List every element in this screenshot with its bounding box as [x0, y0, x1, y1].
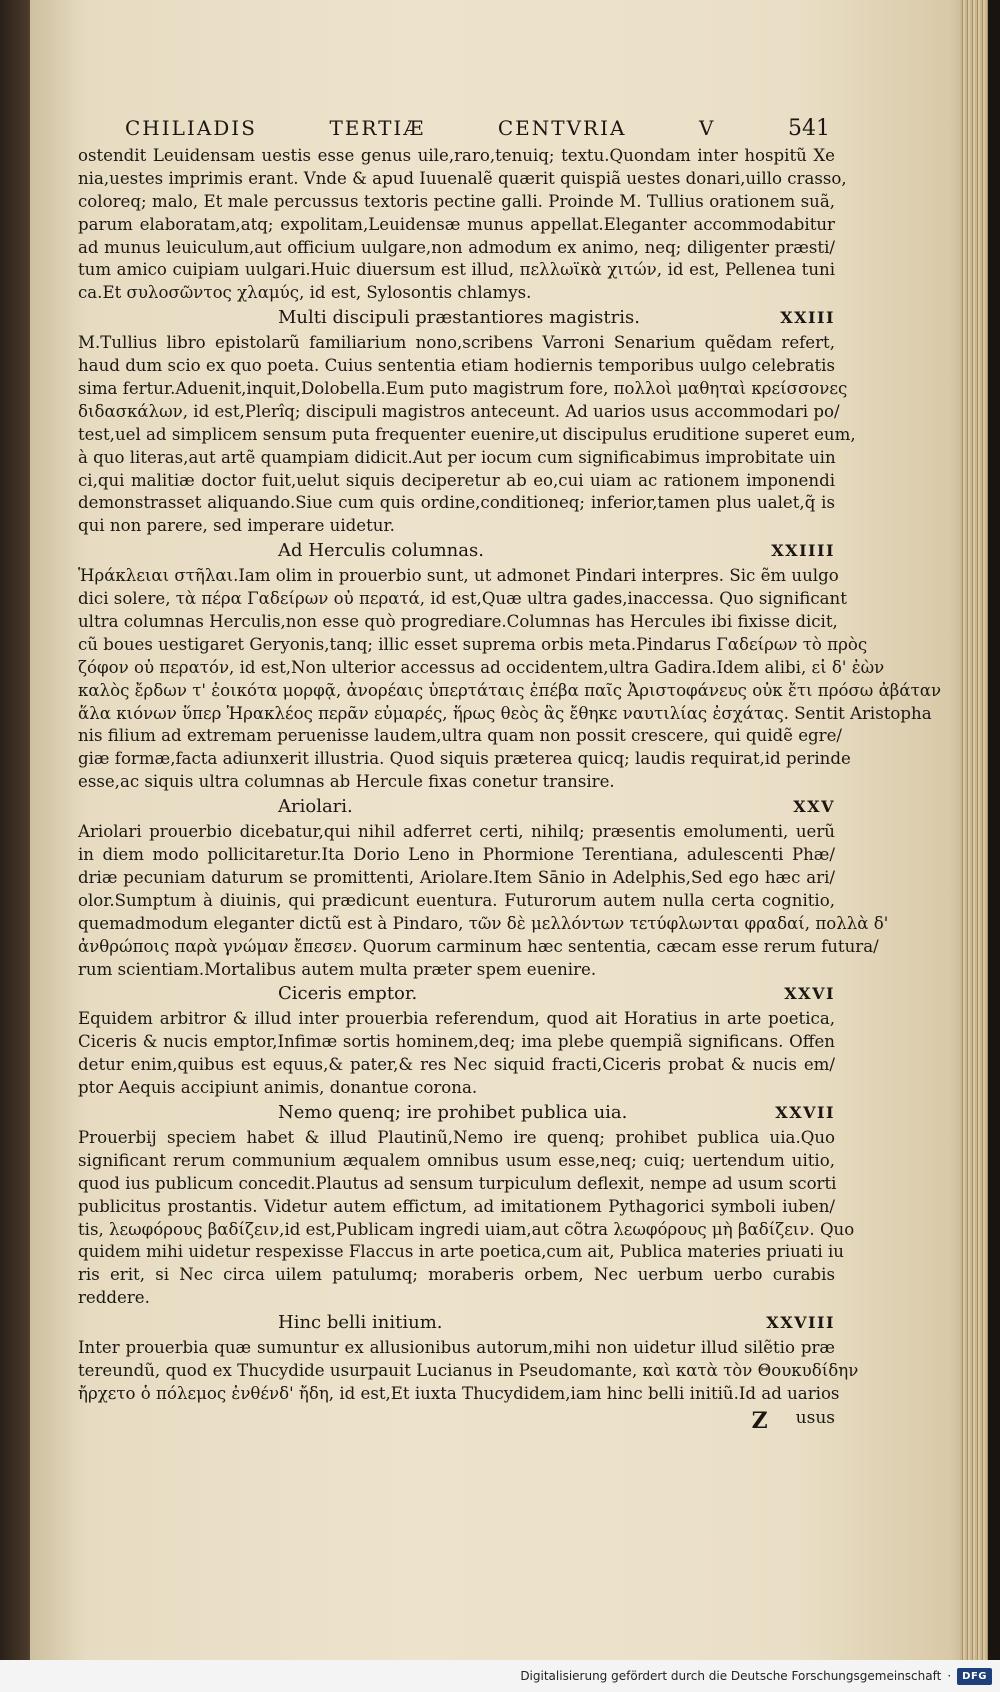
text-line: olor.Sumptum à diuinis, qui prædicunt euentura. Futurorum autem nulla certa cognitio, [78, 890, 835, 910]
text-line: coloreq; malo, Et male percussus textoris pectine galli. Proinde M. Tullius orationem suã, [78, 191, 835, 211]
page-fore-edge [960, 0, 988, 1660]
section-number: XXV [793, 797, 835, 817]
section-number: XXVIII [766, 1313, 835, 1333]
text-line: sima fertur.Aduenit,inquit,Dolobella.Eum puto magistrum fore, πολλοὶ μαθηταὶ κρείσσονες [78, 379, 848, 399]
section-title: Ad Herculis columnas. [278, 540, 484, 562]
section-heading [78, 540, 835, 565]
text-line: ca.Et συλοσῶντος χλαμύς, id est, Sylosontis chlamys. [78, 283, 532, 303]
text-line: reddere. [78, 1288, 150, 1308]
section-title: Multi discipuli præstantiores magistris. [278, 307, 640, 329]
section-heading [78, 307, 835, 332]
text-line: in diem modo pollicitaretur.Ita Dorio Leno in Phormione Terentiana, adulescenti Phæ/ [78, 845, 835, 865]
text-line: esse,ac siquis ultra columnas ab Hercule fixas conetur transire. [78, 772, 615, 792]
running-head-chapter: V [699, 116, 716, 140]
text-line: driæ pecuniam daturum se promittenti, Ariolare.Item Sānio in Adelphis,Sed ego hæc ari/ [78, 867, 835, 887]
text-line: Prouerbij speciem habet & illud Plautinũ,Nemo ire quenq; prohibet publica uia.Quo [78, 1127, 835, 1147]
text-line: ad munus leuiculum,aut officium uulgare,non admodum ex animo, neq; diligenter præsti/ [78, 237, 835, 257]
text-line: publicitus prostantis. Videtur autem effictum, ad imitationem Pythagorici symboli iuben/ [78, 1196, 835, 1216]
text-line: ptor Aequis accipiunt animis, donantue corona. [78, 1078, 478, 1098]
text-line: Equidem arbitror & illud inter prouerbia referendum, quod ait Horatius in arte poetica, [78, 1009, 835, 1029]
book-page [30, 0, 988, 1660]
text-line: ci,qui malitiæ doctor fuit,uelut siquis deciperetur ab eo,cui uiam ac rationem imponendi [78, 470, 835, 490]
text-line: Ariolari prouerbio dicebatur,qui nihil adferret certi, nihilq; præsentis emolumenti, uerũ [78, 822, 835, 842]
text-line: à quo literas,aut artẽ quampiam didicit.Aut per iocum cum significabimus improbitate uin [78, 447, 836, 467]
text-line: quod ius publicum concedit.Plautus ad sensum turpiculum deflexit, nempe ad usum scorti [78, 1173, 837, 1193]
text-line: Inter prouerbia quæ sumuntur ex allusionibus autorum,mihi non uidetur illud silẽtio præ [78, 1338, 835, 1358]
text-line: ultra columnas Herculis,non esse quò progrediare.Columnas has Hercules ibi fixisse dicit, [78, 612, 838, 632]
section-title: Nemo quenq; ire prohibet publica uia. [278, 1101, 628, 1123]
running-head-middle1: TERTIÆ [329, 116, 426, 140]
text-body [78, 145, 942, 1434]
text-line: ἅλα κιόνων ὕπερ Ἡρακλέος περᾶν εὐμαρές, ἥρως θεὸς ἃς ἔθηκε ναυτιλίας ἐσχάτας. Sentit Aristopha [78, 703, 932, 723]
page-number: 541 [787, 116, 830, 141]
text-line: ἤρχετο ὁ πόλεμος ἐνθένδ' ἤδη, id est,Et iuxta Thucydidem,iam hinc belli initiũ.Id ad uarios [78, 1383, 840, 1403]
section-number: XXVI [784, 984, 835, 1004]
section-heading [78, 796, 835, 821]
text-line: quemadmodum eleganter dictũ est à Pindaro, τῶν δὲ μελλόντων τετύφλωνται φραδαί, πολλὰ δ' [78, 913, 889, 933]
text-line: tereundũ, quod ex Thucydide usurpauit Lucianus in Pseudomante, καὶ κατὰ τὸν Θουκυδίδην [78, 1360, 859, 1380]
text-line: parum elaboratam,atq; expolitam,Leuidensæ munus appellat.Eleganter accommodabitur [78, 214, 835, 234]
text-line: rum scientiam.Mortalibus autem multa præter spem euenire. [78, 959, 597, 979]
footer-bar: Digitalisierung gefördert durch die Deutsche Forschungsgemeinschaft · DFG [0, 1660, 1000, 1692]
text-line: demonstrasset aliquando.Siue cum quis ordine,conditioneq; inferior,tamen plus ualet,q̃ is [78, 493, 835, 513]
text-line: tum amico cuipiam uulgari.Huic diuersum est illud, πελλωϊκὰ χιτών, id est, Pellenea tuni [78, 260, 835, 280]
text-line: giæ formæ,facta adiunxerit illustria. Quod siquis præterea quicq; laudis requirat,id perinde [78, 749, 851, 769]
section-title: Hinc belli initium. [278, 1312, 443, 1334]
text-line: quidem mihi uidetur respexisse Flaccus in arte poetica,cum ait, Publica materies priuati iu [78, 1242, 844, 1262]
section-number: XXIIII [771, 541, 835, 561]
section-heading [78, 983, 835, 1008]
text-line: καλὸς ἔρδων τ' ἐοικότα μορφᾷ, ἀνορέαις ὑπερτάταις ἐπέβα παῖς Ἀριστοφάνευς οὐκ ἔτι πρόσω ἀβάταν [78, 680, 942, 700]
text-line: διδασκάλων, id est,Plerîq; discipuli magistros anteceunt. Ad uarios usus accommodari po/ [78, 401, 840, 421]
section-heading [78, 1102, 835, 1127]
text-line: tis, λεωφόρους βαδίζειν,id est,Publicam ingredi uiam,aut cõtra λεωφόρους μὴ βαδίζειν. Quo [78, 1219, 855, 1239]
text-line: Ciceris & nucis emptor,Infimæ sortis hominem,deq; ima plebe quempiã significans. Offen [78, 1032, 835, 1052]
text-line: significant rerum communium æqualem omnibus usum esse,neq; cuiq; uertendum uitio, [78, 1150, 835, 1170]
text-line: dici solere, τὰ πέρα Γαδείρων οὐ περατά, id est,Quæ ultra gades,inaccessa. Quo significant [78, 589, 847, 609]
running-head-left: CHILIADIS [125, 116, 257, 140]
section-title: Ariolari. [278, 796, 353, 818]
signature-row [78, 1408, 835, 1434]
text-line: cũ boues uestigaret Geryonis,tanq; illic esset suprema orbis meta.Pindarus Γαδείρων τὸ πρὸς [78, 634, 868, 654]
text-line: M.Tullius libro epistolarũ familiarium nono,scribens Varroni Senarium quẽdam refert, [78, 333, 835, 353]
text-line: test,uel ad simplicem sensum puta frequenter euenire,ut discipulus eruditione superet eum, [78, 424, 856, 444]
text-line: Ἡράκλειαι στῆλαι.Iam olim in prouerbio sunt, ut admonet Pindari interpres. Sic ẽm uulgo [78, 566, 839, 586]
text-line: nia,uestes imprimis erant. Vnde & apud Iuuenalẽ quærit quispiã uestes donari,uillo crasso, [78, 168, 847, 188]
catchword: usus [795, 1407, 835, 1428]
footer-credit: Digitalisierung gefördert durch die Deutsche Forschungsgemeinschaft [520, 1669, 942, 1683]
section-number: XXIII [780, 308, 835, 328]
text-line: ostendit Leuidensam uestis esse genus uile,raro,tenuiq; textu.Quondam inter hospitũ Xe [78, 146, 835, 165]
section-title: Ciceris emptor. [278, 983, 418, 1005]
text-line: ζόφον οὐ περατόν, id est,Non ulterior accessus ad occidentem,ultra Gadira.Idem alibi, εἰ δ' ἐὼν [78, 657, 885, 677]
running-head-middle2: CENTVRIA [497, 116, 627, 140]
section-heading [78, 1312, 835, 1337]
text-line: nis filium ad extremam peruenisse laudem,ultra quam non possit crescere, qui quidẽ egre/ [78, 726, 843, 746]
signature-mark: Z [751, 1407, 768, 1434]
text-line: detur enim,quibus est equus,& pater,& res Nec siquid fracti,Ciceris probat & nucis em/ [78, 1055, 835, 1075]
section-number: XXVII [775, 1102, 835, 1122]
text-line: qui non parere, sed imperare uidetur. [78, 516, 395, 536]
text-line: ris erit, si Nec circa uilem patulumq; moraberis orbem, Nec uerbum uerbo curabis [78, 1265, 835, 1285]
text-line: ἀνθρώποις παρὰ γνώμαν ἔπεσεν. Quorum carminum hæc sententia, cæcam esse rerum futura/ [78, 936, 879, 956]
dfg-logo: DFG [957, 1668, 992, 1685]
text-line: haud dum scio ex quo poeta. Cuius sententia etiam hodiernis temporibus uulgo celebratis [78, 356, 835, 376]
running-head [125, 116, 830, 141]
